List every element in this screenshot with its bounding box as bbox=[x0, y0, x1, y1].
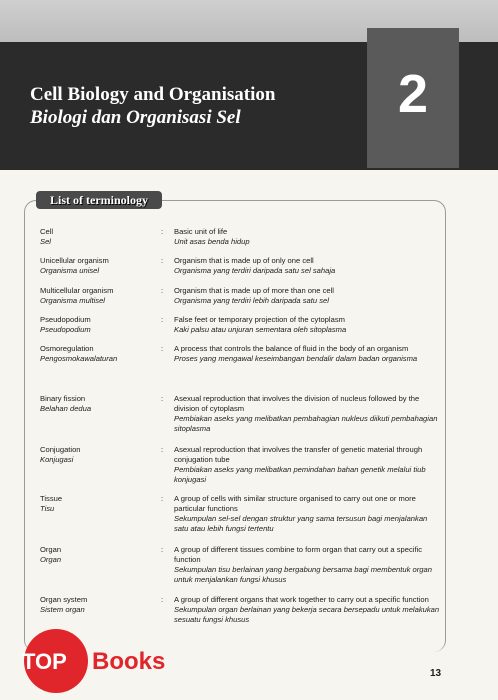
term-ms: Organ bbox=[40, 555, 62, 564]
separator: : bbox=[161, 286, 164, 295]
topbooks-logo bbox=[8, 621, 198, 693]
term-en: Unicellular organism bbox=[40, 256, 109, 265]
logo-text-top: TOP bbox=[22, 649, 67, 674]
separator: : bbox=[161, 494, 164, 503]
term-en: Organ system bbox=[40, 595, 88, 604]
definition-ms: Organisma yang terdiri daripada satu sel sahaja bbox=[174, 266, 336, 275]
definition-ms: Proses yang mengawal keseimbangan bendalir dalam badan organisma bbox=[174, 354, 418, 363]
term-en: Cell bbox=[40, 227, 54, 236]
term-ms: Organisma multisel bbox=[40, 296, 105, 305]
separator: : bbox=[161, 394, 164, 403]
term-ms: Organisma unisel bbox=[40, 266, 100, 275]
term-en: Multicellular organism bbox=[40, 286, 114, 295]
term-ms: Pseudopodium bbox=[40, 325, 91, 334]
definition-en: A group of different organs that work together to carry out a specific function bbox=[174, 595, 429, 604]
definition-en: Organism that is made up of more than one cell bbox=[174, 286, 334, 295]
definition-ms: Pembiakan aseks yang melibatkan pemindahan bahan genetik melalui tiub konjugasi bbox=[174, 465, 426, 484]
separator: : bbox=[161, 227, 164, 236]
term-en: Conjugation bbox=[40, 445, 81, 454]
chapter-title-malay: Biologi dan Organisasi Sel bbox=[30, 107, 241, 128]
terminology-heading: List of terminology bbox=[36, 191, 162, 209]
definition-en: A group of different tissues combine to form organ that carry out a specific function bbox=[174, 545, 423, 564]
definition-ms: Sekumpulan sel-sel dengan struktur yang sama tersusun bagi menjalankan satu atau lebih fungsi tertentu bbox=[174, 514, 428, 533]
definition-ms: Sekumpulan organ berlainan yang bekerja secara bersepadu untuk melakukan sesuatu fungsi khusus bbox=[174, 605, 440, 624]
definition-en: A group of cells with similar structure organised to carry out one or more particular functions bbox=[174, 494, 416, 513]
separator: : bbox=[161, 545, 164, 554]
definition-en: A process that controls the balance of fluid in the body of an organism bbox=[174, 344, 409, 353]
term-ms: Sistem organ bbox=[40, 605, 85, 614]
definition-ms: Pembiakan aseks yang melibatkan pembahagian nukleus diikuti pembahagian sitoplasma bbox=[174, 414, 438, 433]
term-en: Osmoregulation bbox=[40, 344, 94, 353]
chapter-title-english: Cell Biology and Organisation bbox=[30, 84, 276, 105]
page-number: 13 bbox=[430, 668, 442, 679]
definition-en: Asexual reproduction that involves the division of nucleus followed by the division of cytoplasm bbox=[174, 394, 420, 413]
definition-ms: Unit asas benda hidup bbox=[174, 237, 250, 246]
term-en: Organ bbox=[40, 545, 62, 554]
definition-en: Basic unit of life bbox=[174, 227, 228, 236]
logo-text-books: Books bbox=[92, 648, 166, 675]
definition-en: False feet or temporary projection of the cytoplasm bbox=[174, 315, 345, 324]
term-ms: Sel bbox=[40, 237, 51, 246]
chapter-number-box bbox=[367, 28, 459, 168]
definition-ms: Sekumpulan tisu berlainan yang bergabung bersama bagi membentuk organ untuk menjalankan fungsi khusus bbox=[174, 565, 432, 584]
chapter-number: 2 bbox=[397, 64, 429, 124]
term-ms: Pengosmokawalaturan bbox=[40, 354, 118, 363]
separator: : bbox=[161, 256, 164, 265]
definition-ms: Kaki palsu atau unjuran sementara oleh sitoplasma bbox=[174, 325, 347, 334]
separator: : bbox=[161, 445, 164, 454]
separator: : bbox=[161, 595, 164, 604]
term-en: Binary fission bbox=[40, 394, 86, 403]
definition-en: Asexual reproduction that involves the transfer of genetic material through conjugation tube bbox=[174, 445, 423, 464]
term-en: Tissue bbox=[40, 494, 63, 503]
definition-en: Organism that is made up of only one cell bbox=[174, 256, 314, 265]
term-ms: Konjugasi bbox=[40, 455, 74, 464]
separator: : bbox=[161, 315, 164, 324]
definition-ms: Organisma yang terdiri lebih daripada satu sel bbox=[174, 296, 329, 305]
term-en: Pseudopodium bbox=[40, 315, 91, 324]
term-ms: Tisu bbox=[40, 504, 55, 513]
term-ms: Belahan dedua bbox=[40, 404, 92, 413]
separator: : bbox=[161, 344, 164, 353]
